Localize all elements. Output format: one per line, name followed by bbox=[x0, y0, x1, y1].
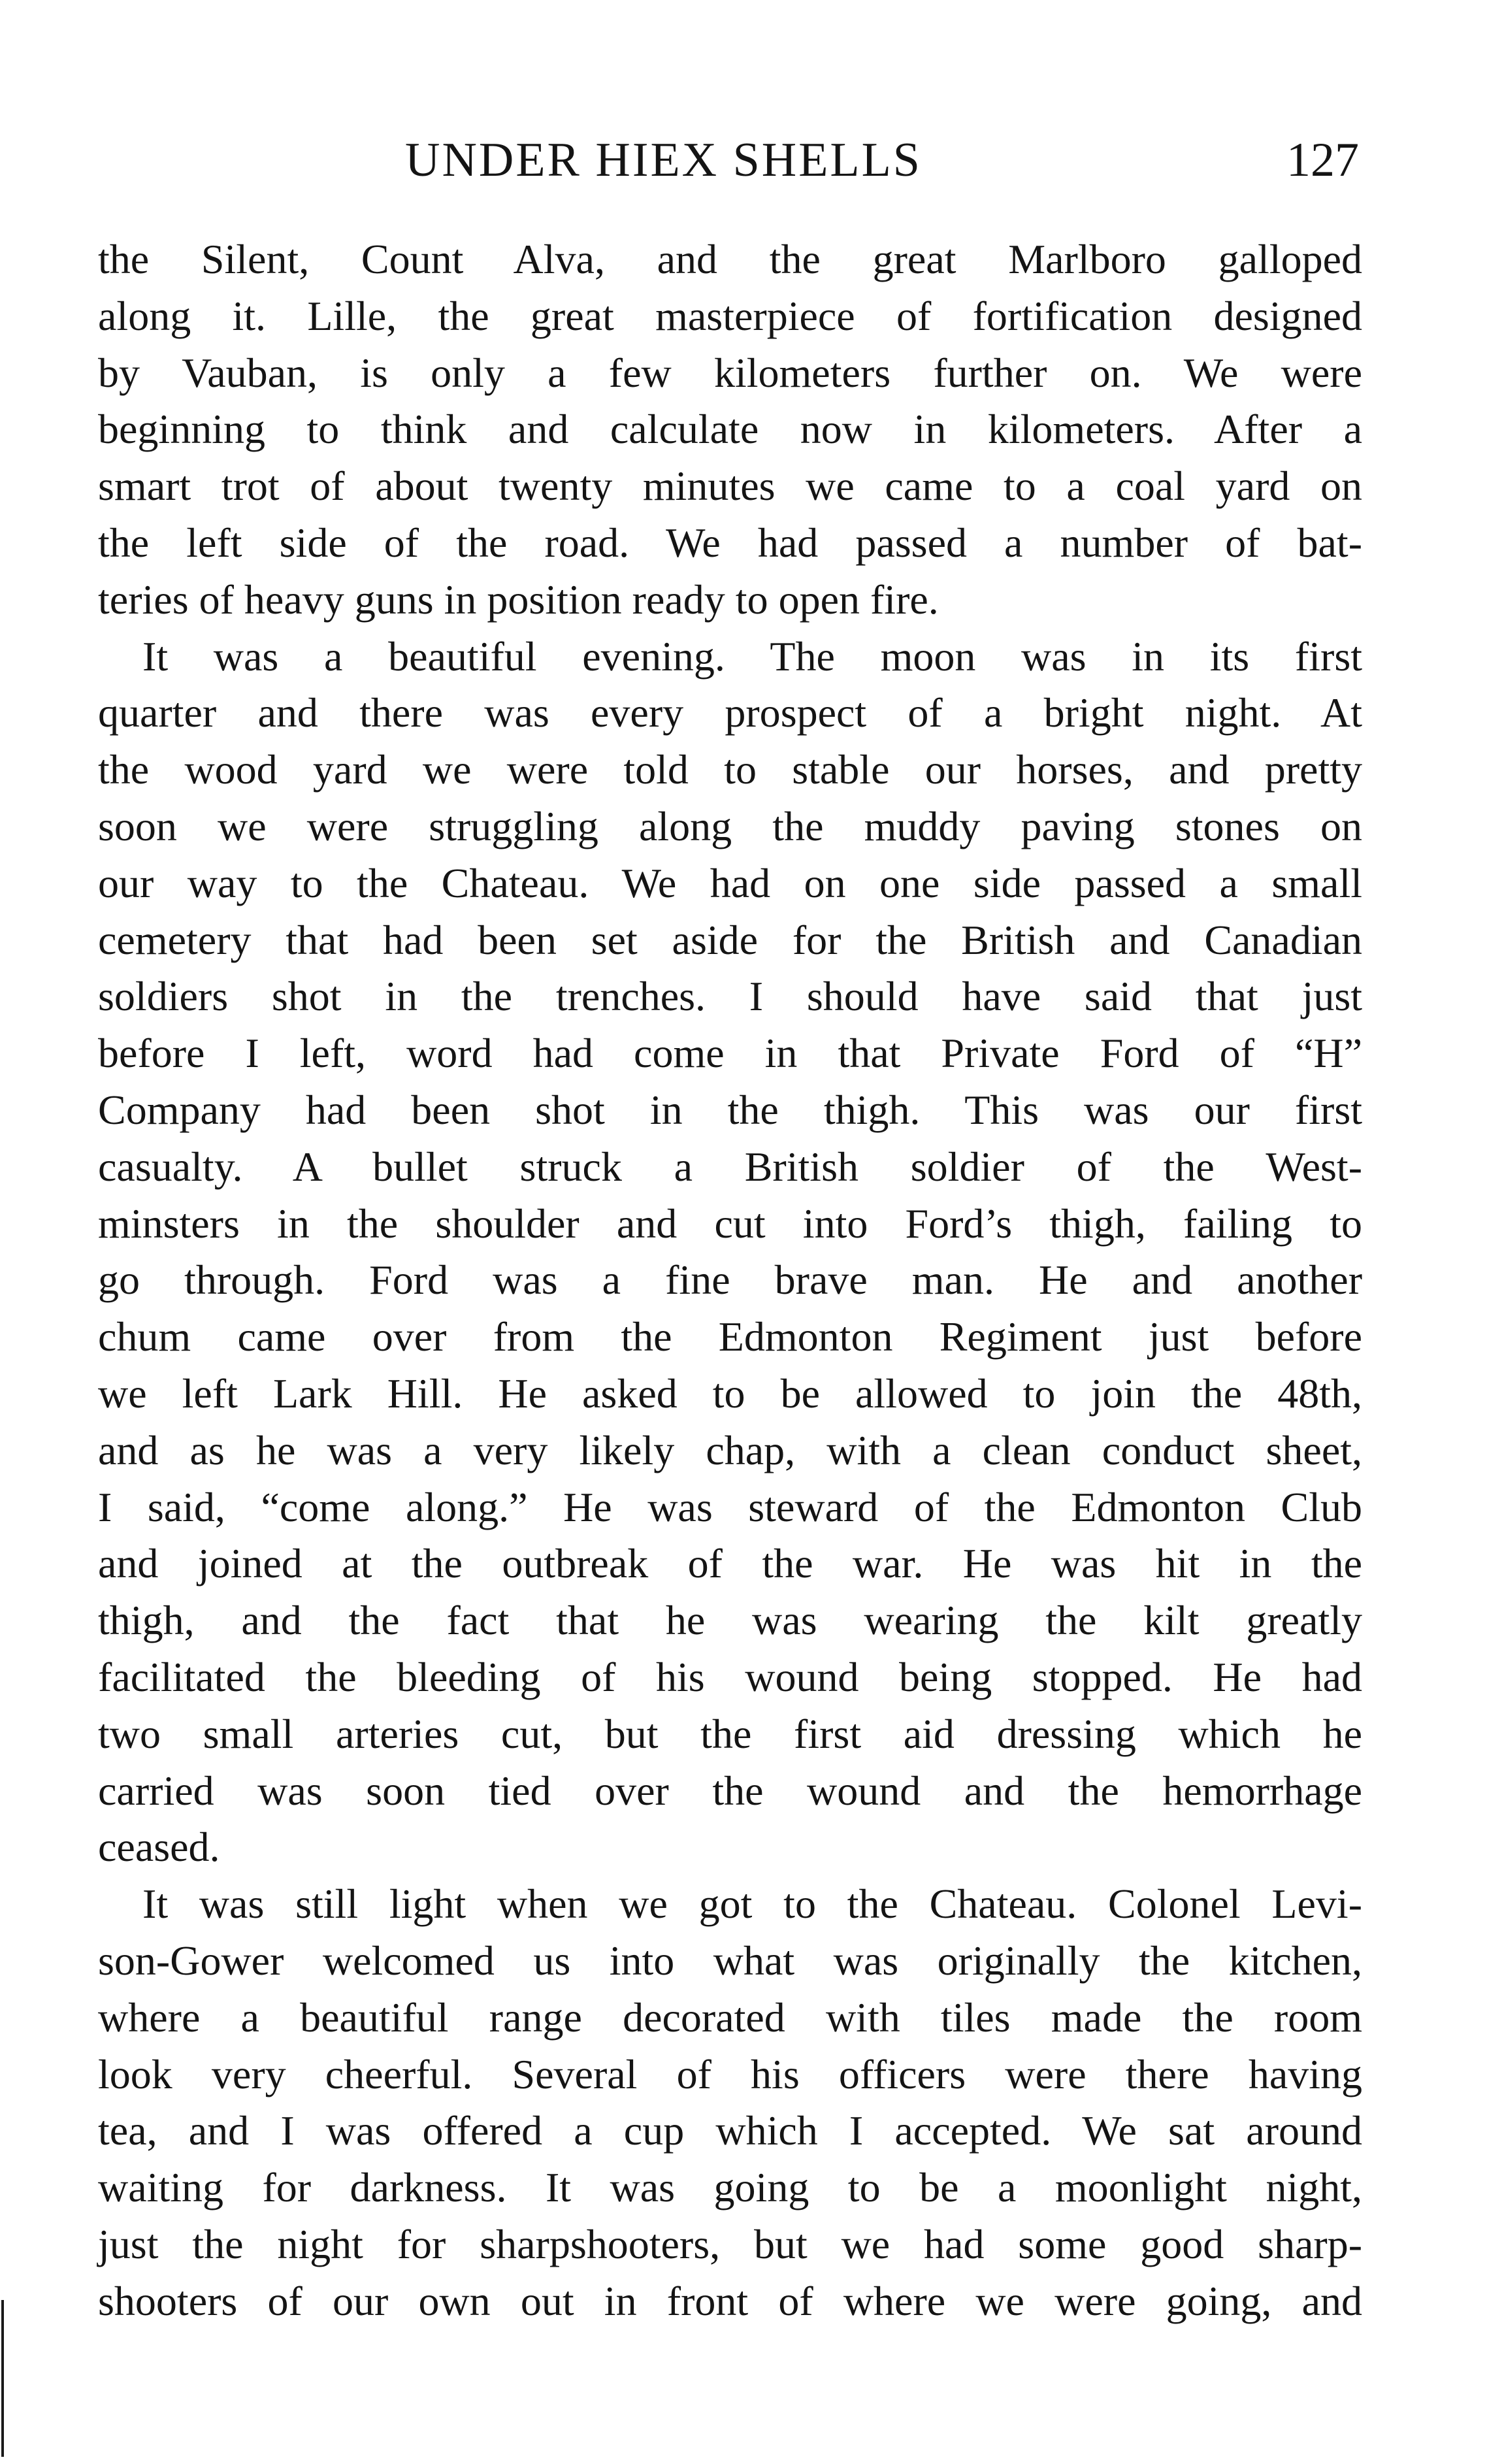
scan-edge-mark bbox=[1, 2300, 4, 2457]
text-line: beginning to think and calculate now in kilometers. After a bbox=[98, 406, 1362, 453]
text-line: our way to the Chateau. We had on one side passed a small bbox=[98, 859, 1362, 906]
text-line: and joined at the outbreak of the war. He was hit in the bbox=[98, 1540, 1362, 1587]
text-line: before I left, word had come in that Private Ford of “H” bbox=[98, 1030, 1362, 1077]
running-head bbox=[98, 131, 1359, 189]
text-line: shooters of our own out in front of where we were going, and bbox=[98, 2277, 1362, 2324]
text-line: carried was soon tied over the wound and the hemorrhage bbox=[98, 1767, 1362, 1814]
text-line: two small arteries cut, but the first aid dressing which he bbox=[98, 1710, 1362, 1757]
text-line: soon we were struggling along the muddy paving stones on bbox=[98, 802, 1362, 849]
text-line: minsters in the shoulder and cut into Ford’s thigh, failing to bbox=[98, 1200, 1362, 1247]
text-line: It was still light when we got to the Chateau. Colonel Levi- bbox=[142, 1881, 1362, 1928]
text-line: just the night for sharpshooters, but we had some good sharp- bbox=[98, 2220, 1362, 2267]
text-line: It was a beautiful evening. The moon was in its first bbox=[142, 632, 1362, 680]
text-line: quarter and there was every prospect of a bright night. At bbox=[98, 689, 1362, 736]
text-line: teries of heavy guns in position ready to open fire. bbox=[98, 576, 939, 623]
text-line: along it. Lille, the great masterpiece of fortification designed bbox=[98, 292, 1362, 339]
text-line: the Silent, Count Alva, and the great Marlboro galloped bbox=[98, 236, 1362, 282]
text-line: look very cheerful. Several of his officers were there having bbox=[98, 2050, 1362, 2097]
text-line: I said, “come along.” He was steward of the Edmonton Club bbox=[98, 1483, 1362, 1530]
text-line: the wood yard we were told to stable our horses, and pretty bbox=[98, 746, 1362, 793]
body-text bbox=[98, 231, 1362, 2329]
text-line: facilitated the bleeding of his wound being stopped. He had bbox=[98, 1653, 1362, 1700]
text-line: the left side of the road. We had passed a number of bat- bbox=[98, 519, 1362, 566]
text-line: thigh, and the fact that he was wearing the kilt greatly bbox=[98, 1597, 1362, 1644]
text-line: ceased. bbox=[98, 1824, 220, 1871]
text-line: smart trot of about twenty minutes we came to a coal yard on bbox=[98, 463, 1362, 510]
text-line: we left Lark Hill. He asked to be allowed to join the 48th, bbox=[98, 1370, 1362, 1417]
text-line: and as he was a very likely chap, with a clean conduct sheet, bbox=[98, 1426, 1362, 1473]
text-line: by Vauban, is only a few kilometers further on. We were bbox=[98, 349, 1362, 396]
text-line: soldiers shot in the trenches. I should have said that just bbox=[98, 973, 1362, 1020]
text-line: where a beautiful range decorated with tiles made the room bbox=[98, 1994, 1362, 2041]
text-line: go through. Ford was a fine brave man. He and another bbox=[98, 1257, 1362, 1304]
running-title: UNDER HIEX SHELLS bbox=[405, 133, 922, 187]
text-line: son-Gower welcomed us into what was originally the kitchen, bbox=[98, 1937, 1362, 1984]
text-line: cemetery that had been set aside for the British and Canadian bbox=[98, 916, 1362, 963]
text-line: waiting for darkness. It was going to be a moonlight night, bbox=[98, 2164, 1362, 2211]
text-line: Company had been shot in the thigh. This was our first bbox=[98, 1086, 1362, 1133]
page-number: 127 bbox=[1286, 133, 1359, 187]
text-line: tea, and I was offered a cup which I accepted. We sat around bbox=[98, 2107, 1362, 2154]
text-line: casualty. A bullet struck a British soldier of the West- bbox=[98, 1143, 1362, 1190]
text-line: chum came over from the Edmonton Regiment just before bbox=[98, 1313, 1362, 1360]
